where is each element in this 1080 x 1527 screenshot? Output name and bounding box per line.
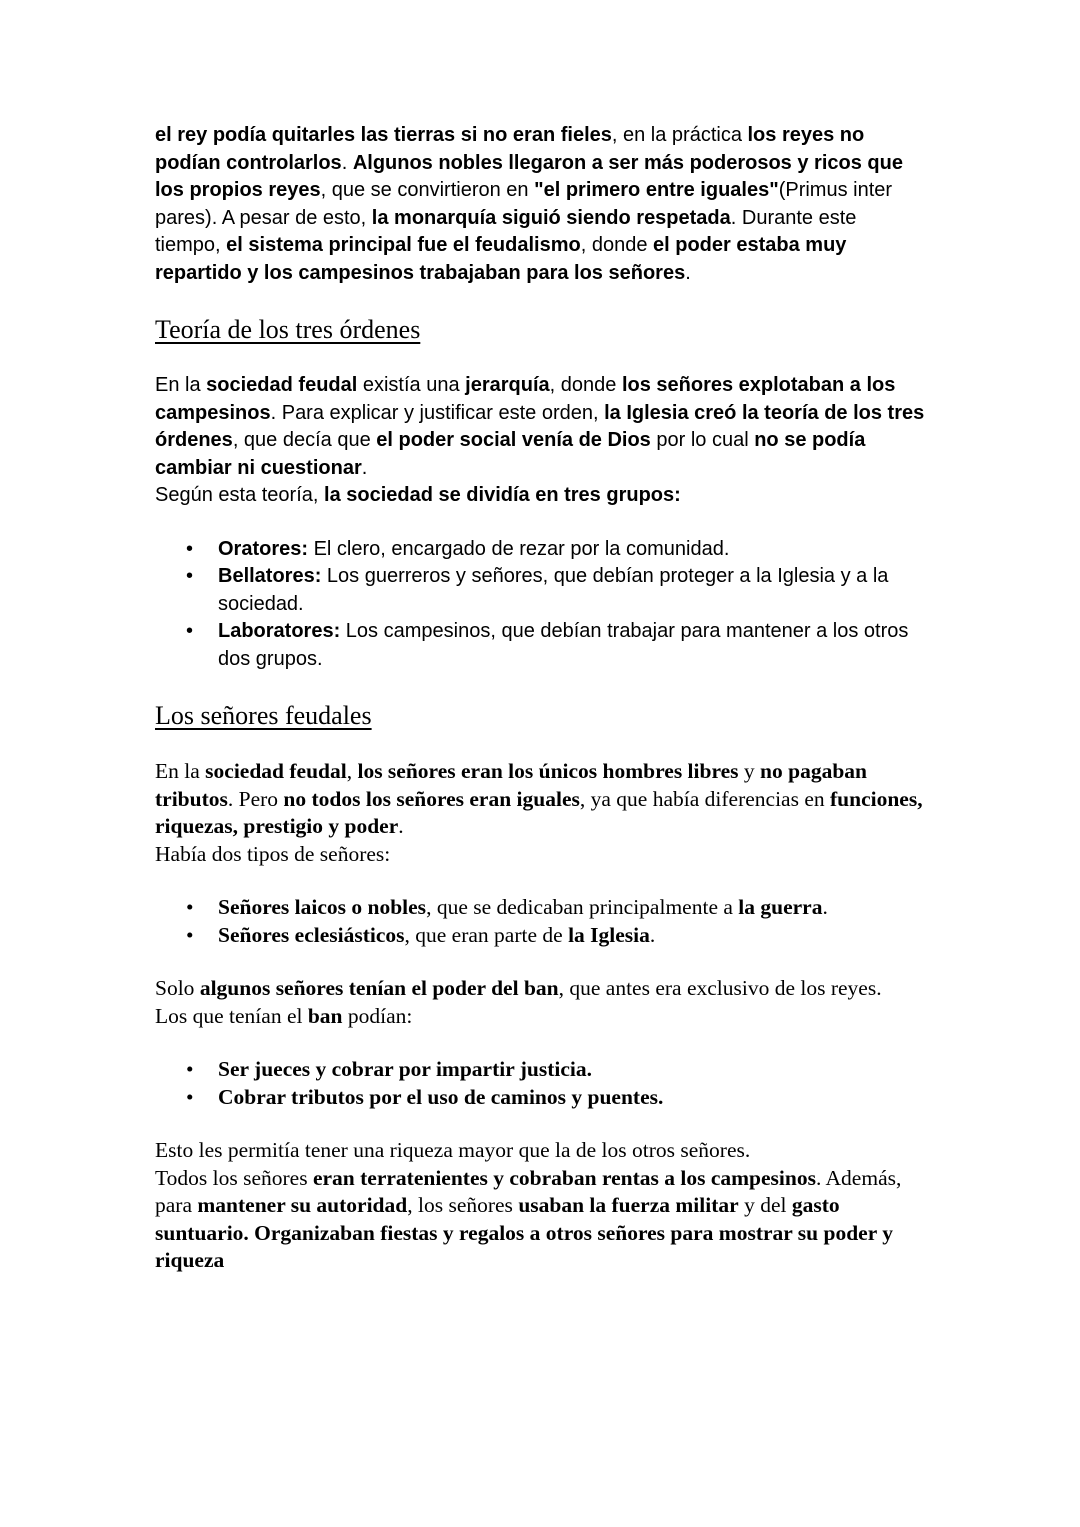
section-heading: Teoría de los tres órdenes [155,315,421,344]
bold-text-run: no pagaban tributos [155,759,867,811]
text-run: Solo [155,976,200,1000]
text-run: Esto les permitía tener una riqueza mayor que la de los otros señores. [155,1138,751,1162]
bullet-list [155,894,925,949]
bold-text-run: sociedad feudal [205,759,347,783]
text-run: Todos los señores [155,1165,313,1190]
bold-text-run: Algunos nobles llegaron a ser más poderosos y ricos que los propios reyes [155,151,903,201]
text-run: Había dos tipos de señores: [155,841,391,866]
text-run: Según esta teoría, [155,484,325,506]
text-run: , que decía que [232,429,377,451]
bold-text-run: Señores eclesiásticos [218,922,405,947]
paragraph [155,975,925,1030]
section-heading: Los señores feudales [155,701,372,730]
list-item [218,894,925,922]
text-run: , los señores [407,1193,519,1217]
bullet-list [155,536,925,674]
paragraph [155,758,925,868]
text-run: existía una [357,374,466,396]
list-item [218,563,925,618]
text-run: . [685,261,691,284]
list-item [218,536,925,564]
bold-text-run: "el primero entre iguales" [534,179,779,201]
bold-text-run: algunos señores tenían el poder del ban [199,976,559,1000]
text-run: Los que tenían el [155,1003,308,1028]
bold-text-run: la sociedad se dividía en tres grupos: [324,484,681,506]
bold-text-run: sociedad feudal [206,374,358,396]
text-run: Los guerreros y señores, que debían proteger a la Iglesia y a la sociedad. [218,565,889,615]
text-run: , donde [580,234,654,256]
bold-text-run: no se podía cambiar ni cuestionar [155,429,866,479]
text-run: podían: [342,1003,413,1028]
text-run: (Primus inter pares). A pesar de esto, [155,179,893,229]
bold-text-run: Cobrar tributos por el uso de caminos y puentes. [218,1084,664,1109]
text-run: . [398,814,404,838]
bold-text-run: los señores eran los únicos hombres libres [357,759,739,783]
text-run: . [361,456,368,479]
bold-text-run: Oratores: [218,537,309,560]
text-run: Los campesinos, que debían trabajar para mantener a los otros dos grupos. [218,620,909,670]
bold-text-run: usaban la fuerza militar [518,1193,739,1217]
list-item [218,1056,925,1084]
bold-text-run: la Iglesia creó la teoría de los tres órdenes [155,401,925,451]
bold-text-run: no todos los señores eran iguales [283,786,580,811]
bold-text-run: Laboratores: [218,620,341,642]
text-run: . Para explicar y justificar este orden, [270,401,605,424]
text-run: En la [155,374,207,396]
bold-text-run: el sistema principal fue el feudalismo [226,234,581,256]
text-run: , en la práctica [611,124,748,146]
text-run: y [738,759,761,783]
bold-text-run: mantener su autoridad [197,1193,408,1217]
text-run: . Además, para [155,1165,902,1217]
bold-text-run: jerarquía [465,374,550,396]
bold-text-run: funciones, riquezas, prestigio y poder [155,786,923,838]
text-run: y del [738,1193,792,1217]
bold-text-run: los señores explotaban a los campesinos [155,374,896,424]
bold-text-run: eran terratenientes y cobraban rentas a los campesinos [312,1165,816,1190]
document-content [155,122,925,1301]
bold-text-run: ban [307,1003,343,1028]
text-run: por lo cual [650,429,755,451]
text-run: En la [155,759,206,783]
text-run: , que se convirtieron en [320,179,535,201]
text-run: , que eran parte de [404,922,569,947]
bold-text-run: la guerra [738,895,823,919]
paragraph [155,372,925,510]
text-run: , [346,759,358,783]
text-run: , donde [549,374,622,396]
text-run: , ya que había diferencias en [579,786,830,811]
bold-text-run: el poder estaba muy repartido y los campesinos trabajaban para los señores [155,234,847,284]
paragraph [155,1137,925,1275]
list-item [218,618,925,673]
paragraph [155,122,925,287]
bold-text-run: la monarquía siguió siendo respetada [371,206,731,229]
bold-text-run: el rey podía quitarles las tierras si no eran fieles [155,124,612,146]
bullet-list [155,1056,925,1111]
bold-text-run: los reyes no podían controlarlos [155,124,865,174]
text-run: . [822,895,828,919]
text-run: . [649,922,656,947]
list-item [218,922,925,950]
text-run: , que antes era exclusivo de los reyes. [558,976,882,1000]
text-run: , que se dedicaban principalmente a [426,895,739,919]
bold-text-run: Señores laicos o nobles [218,895,427,919]
bold-text-run: Bellatores: [218,565,322,587]
bold-text-run: Ser jueces y cobrar por impartir justicia. [218,1057,593,1081]
bold-text-run: gasto suntuario. Organizaban fiestas y regalos a otros señores para mostrar su poder y riqueza [155,1193,893,1272]
bold-text-run: el poder social venía de Dios [376,429,651,451]
text-run: . Pero [227,786,284,811]
list-item [218,1084,925,1112]
text-run: . [341,151,353,174]
text-run: . Durante este tiempo, [155,206,857,256]
bold-text-run: la Iglesia [568,922,650,947]
text-run: El clero, encargado de rezar por la comunidad. [308,537,730,560]
